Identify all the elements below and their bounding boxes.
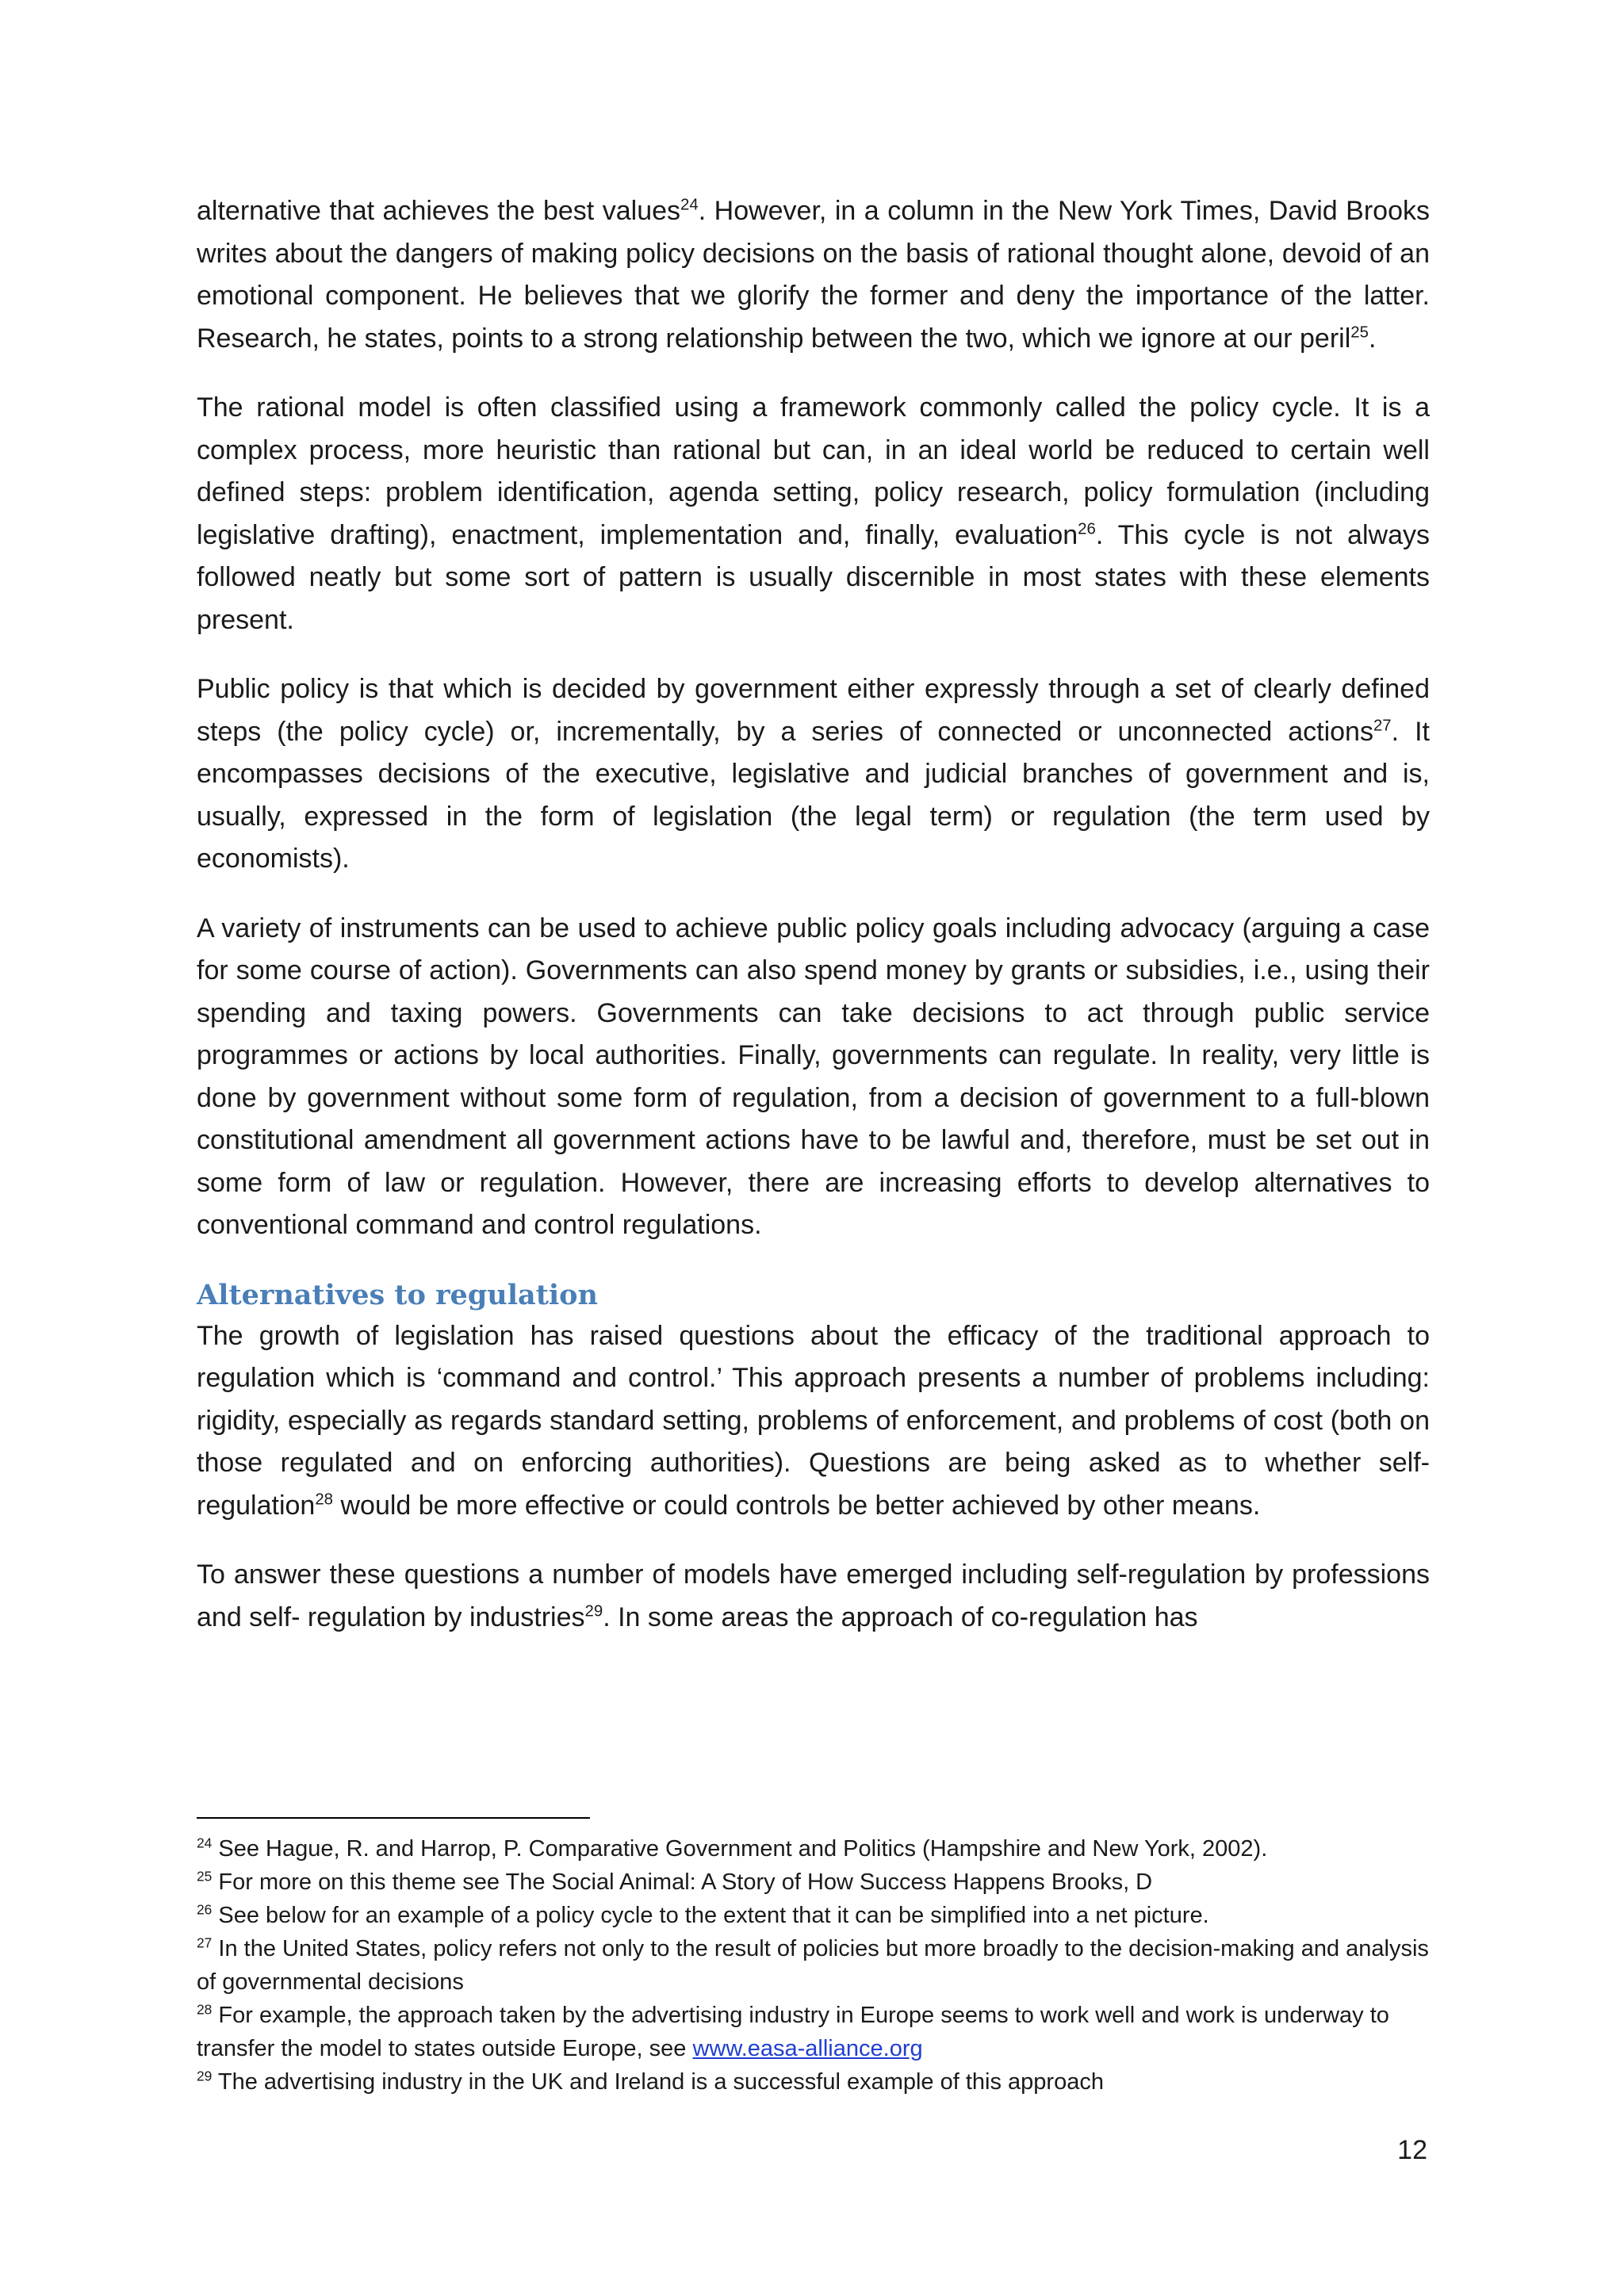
footnote-ref: 28 [315,1490,334,1509]
footnote-ref: 24 [680,196,699,214]
footnote-number: 28 [197,2001,213,2018]
footnote-item: $^{24}$ See Hague, R. and Harrop, P. Comparative Government and Politics (Hampshire and New York, 2002). [197,1835,1268,1862]
footnote-number: 26 [197,1901,213,1918]
body-text [197,190,1430,1247]
paragraph: A variety of instruments can be used to achieve public policy goals including advocacy (arguing a case for some course of action). Governments can also spend money by grants or subsidies, i.e., using their spending and taxing powers. Governments can take decisions to act through public service programmes or actions by local authorities. Finally, governments can regulate. In reality, very little is done by government without some form of regulation, from a decision of government to a full-blown constitutional amendment all government actions have to be lawful and, therefore, must be set out in some form of law or regulation. However, there are increasing efforts to develop alternatives to conventional command and control regulations. [197,913,1430,1240]
footnote-item: $^{27}$ In the United States, policy refers not only to the result of policies but more broadly to the decision-making and analysis of governmental decisions [197,1934,1429,1995]
paragraph: The growth of legislation has raised questions about the efficacy of the traditional approach to regulation which is ‘command and control.’ This approach presents a number of problems including: rigidity, especially as regards standard setting, problems of enforcement, and problems of cost (both on those regulated and on enforcing authorities). Questions are being asked as to whether self-regulation$^{28}$ would be more effective or could controls be better achieved by other means. [197,1320,1430,1521]
footnote-item: $^{29}$ The advertising industry in the UK and Ireland is a successful example of this approach [197,2068,1104,2095]
page-number: 12 [1397,2135,1427,2165]
page-body [197,190,1430,1666]
footnote-number: 25 [197,1868,213,1885]
footnote-ref: 25 [1350,323,1369,342]
footnotes [197,1832,1434,2099]
footnote-ref: 29 [584,1602,603,1621]
footnote-number: 24 [197,1835,213,1851]
footnote-separator [197,1817,590,1819]
section-text [197,1315,1430,1640]
footnote-ref: 27 [1373,717,1392,735]
footnote-item: $^{26}$ See below for an example of a policy cycle to the extent that it can be simplified into a net picture. [197,1901,1209,1928]
footnote-link[interactable]: www.easa-alliance.org [692,2036,923,2061]
paragraph: alternative that achieves the best values$^{24}$. However, in a column in the New York Times, David Brooks writes about the dangers of making policy decisions on the basis of rational thought alone, devoid of an emotional component. He believes that we glorify the former and deny the importance of the latter. Research, he states, points to a strong relationship between the two, which we ignore at our peril$^{25}$. [197,196,1430,354]
paragraph: The rational model is often classified using a framework commonly called the policy cycle. It is a complex process, more heuristic than rational but can, in an ideal world be reduced to certain well defined steps: problem identification, agenda setting, policy research, policy formulation (including legislative drafting), enactment, implementation and, finally, evaluation$^{26}$. This cycle is not always followed neatly but some sort of pattern is usually discernible in most states with these elements present. [197,392,1430,635]
paragraph: Public policy is that which is decided by government either expressly through a set of clearly defined steps (the policy cycle) or, incrementally, by a series of connected or unconnected actions$^{27}$. It encompasses decisions of the executive, legislative and judicial branches of government and is, usually, expressed in the form of legislation (the legal term) or regulation (the term used by economists). [197,674,1430,874]
footnote-number: 29 [197,2068,213,2084]
paragraph: To answer these questions a number of models have emerged including self-regulation by professions and self- regulation by industries$^{29}$. In some areas the approach of co-regulation has [197,1559,1430,1632]
footnote-ref: 26 [1078,520,1096,538]
footnote-item: $^{25}$ For more on this theme see The Social Animal: A Story of How Success Happens Brooks, D [197,1868,1153,1895]
footnote-item: $^{28}$ For example, the approach taken by the advertising industry in Europe seems to work well and work is underway to transfer the model to states outside Europe, see www.easa-alliance.org [197,2001,1389,2061]
section-heading: Alternatives to regulation [197,1278,598,1311]
footnote-number: 27 [197,1934,213,1951]
